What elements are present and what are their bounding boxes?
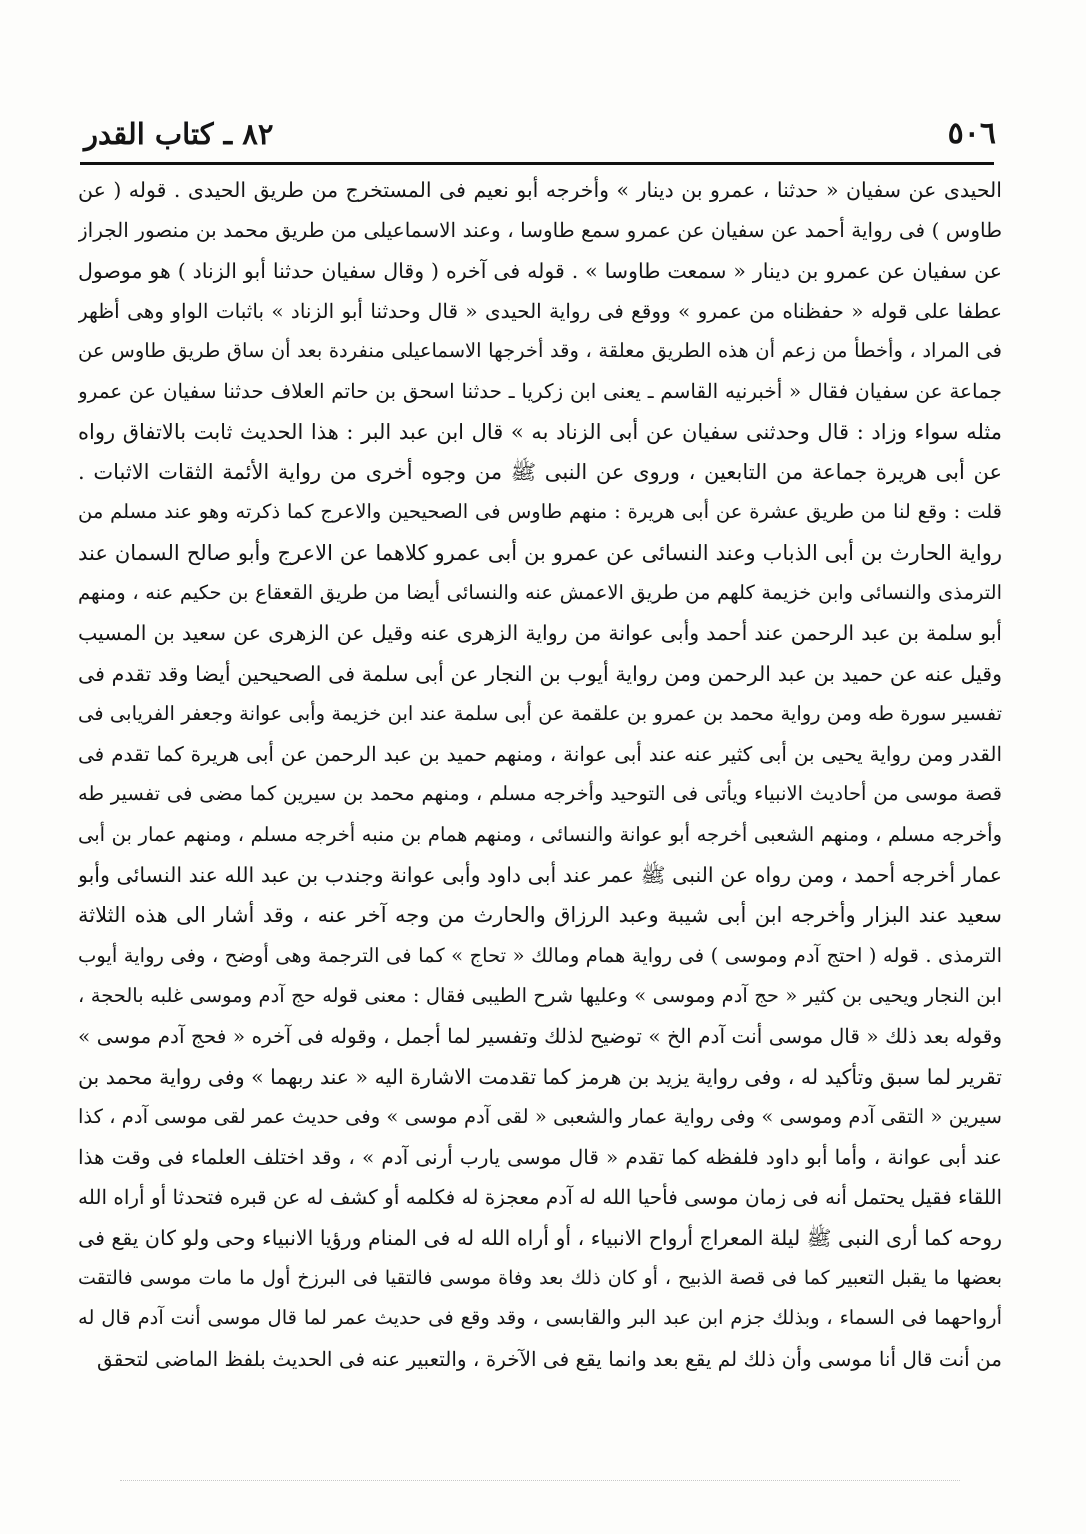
header-divider [80,162,994,165]
text-line: عن سفيان عن عمرو بن دينار « سمعت طاوسا » . قوله فى آخره ( وقال سفيان حدثنا أبو الزناد ) هو موصول [78,258,1002,283]
text-line: الترمذى والنسائى وابن خزيمة كلهم من طريق الاعمش عنه والنسائى أيضا من طريق القعقاع بن حكيم عنه ، ومنهم [78,580,1002,604]
page-header [84,112,996,156]
text-line: قصة موسى من أحاديث الانبياء ويأتى فى التوحيد وأخرجه مسلم ، ومنهم محمد بن سيرين كما مضى فى تفسير طه [78,782,1002,806]
text-line: القدر ومن رواية يحيى بن أبى كثير عنه عند أبى عوانة ، ومنهم حميد بن عبد الرحمن عن أبى هريرة كما تقدم فى [78,742,1002,767]
body-text [78,170,1002,1510]
text-line: روحه كما أرى النبى ﷺ ليلة المعراج أرواح الانبياء ، أو أراه الله له فى المنام ورؤيا الانبياء وحى ولو كان يقع فى [78,1225,1002,1250]
text-line: فى المراد ، وأخطأ من زعم أن هذه الطريق معلقة ، وقد أخرجها الاسماعيلى منفردة بعد أن ساق طريق طاوس عن [78,339,1002,363]
scan-edge [120,1480,960,1481]
text-line: من أنت قال أنا موسى وأن ذلك لم يقع بعد وانما يقع فى الآخرة ، والتعبير عنه فى الحديث بلفظ الماضى لتحقق [97,1346,1002,1371]
text-line: سعيد عند البزار وأخرجه ابن أبى شيبة وعبد الرزاق والحارث من وجه آخر عنه ، وقد أشار الى هذه الثلاثة [78,903,1002,928]
text-line: وقوله بعد ذلك « قال موسى أنت آدم الخ » توضيح لذلك وتفسير لما أجمل ، وقوله فى آخره « فحج آدم موسى » [78,1024,1002,1049]
text-line: جماعة عن سفيان فقال « أخبرنيه القاسم ـ يعنى ابن زكريا ـ حدثنا اسحق بن حاتم العلاف حدثنا سفيان عن عمرو [78,379,1002,404]
text-line: عطفا على قوله « حفظناه من عمرو » ووقع فى رواية الحيدى « قال وحدثنا أبو الزناد » باثبات الواو وهى أظهر [78,298,1002,323]
text-line: الترمذى . قوله ( احتج آدم وموسى ) فى رواية همام ومالك « تحاج » كما فى الترجمة وهى أوضح ، وفى رواية أيوب [78,943,1002,967]
text-line: سيرين « التقى آدم وموسى » وفى رواية عمار والشعبى « لقى آدم موسى » وفى حديث عمر لقى موسى آدم ، كذا [78,1104,1002,1128]
text-line: أرواحهما فى السماء ، وبذلك جزم ابن عبد البر والقابسى ، وقد وقع فى حديث عمر لما قال موسى أنت آدم قال له [78,1306,1002,1330]
text-line: رواية الحارث بن أبى الذباب وعند النسائى عن عمرو بن أبى عمرو كلاهما عن الاعرج وأبو صالح السمان عند [78,540,1002,565]
text-line: عند أبى عوانة ، وأما أبو داود فلفظه كما تقدم « قال موسى يارب أرنى آدم » ، وقد اختلف العلماء فى وقت هذا [78,1145,1002,1170]
text-line: ابن النجار ويحيى بن كثير « حج آدم وموسى » وعليها شرح الطيبى فقال : معنى قوله حج آدم وموسى غلبه بالحجة ، [78,983,1002,1007]
text-line: اللقاء فقيل يحتمل أنه فى زمان موسى فأحيا الله له آدم معجزة له فكلمه أو كشف له عن قبره فتحدثا أو أراه الله [78,1185,1002,1210]
text-line: وقيل عنه عن حميد بن عبد الرحمن ومن رواية أيوب بن النجار عن أبى سلمة فى الصحيحين أيضا وقد تقدم فى [78,661,1002,686]
page-number: ٥٠٦ [947,116,996,151]
text-line: أبو سلمة بن عبد الرحمن عند أحمد وأبى عوانة من رواية الزهرى عنه وقيل عن الزهرى عن سعيد بن المسيب [78,621,1002,646]
text-line: الحيدى عن سفيان « حدثنا ، عمرو بن دينار » وأخرجه أبو نعيم فى المستخرج من طريق الحيدى . قوله ( عن [78,178,1002,202]
text-line: طاوس ) فى رواية أحمد عن سفيان عن عمرو سمع طاوسا ، وعند الاسماعيلى من طريق محمد بن منصور الجراز [78,218,1002,243]
text-line: عمار أخرجه أحمد ، ومن رواه عن النبى ﷺ عمر عند أبى داود وأبى عوانة وجندب بن عبد الله عند النسائى وأبو [78,863,1002,888]
text-line: قلت : وقع لنا من طريق عشرة عن أبى هريرة : منهم طاوس فى الصحيحين والاعرج كما ذكرته وهو عند مسلم من [78,500,1002,524]
text-line: تقرير لما سبق وتأكيد له ، وفى رواية يزيد بن هرمز كما تقدمت الاشارة اليه « عند ربهما » وفى رواية محمد بن [78,1064,1002,1089]
text-line: مثله سواء وزاد : قال وحدثنى سفيان عن أبى الزناد به » قال ابن عبد البر : هذا الحديث ثابت بالاتفاق رواه [78,419,1002,444]
text-line: وأخرجه مسلم ، ومنهم الشعبى أخرجه أبو عوانة والنسائى ، ومنهم همام بن منبه أخرجه مسلم ، ومنهم عمار بن أبى [78,822,1002,846]
text-line: عن أبى هريرة جماعة من التابعين ، وروى عن النبى ﷺ من وجوه أخرى من رواية الأئمة الثقات الاثبات . [78,460,1002,485]
text-line: تفسير سورة طه ومن رواية محمد بن عمرو بن علقمة عن أبى سلمة عند ابن خزيمة وأبى عوانة وجعفر الفريابى فى [78,701,1002,725]
chapter-title: ٨٢ ـ كتاب القدر [84,117,274,151]
text-line: بعضها ما يقبل التعبير كما فى قصة الذبيح ، أو كان ذلك بعد وفاة موسى فالتقيا فى البرزخ أول ما مات موسى فالتقت [78,1267,1002,1290]
